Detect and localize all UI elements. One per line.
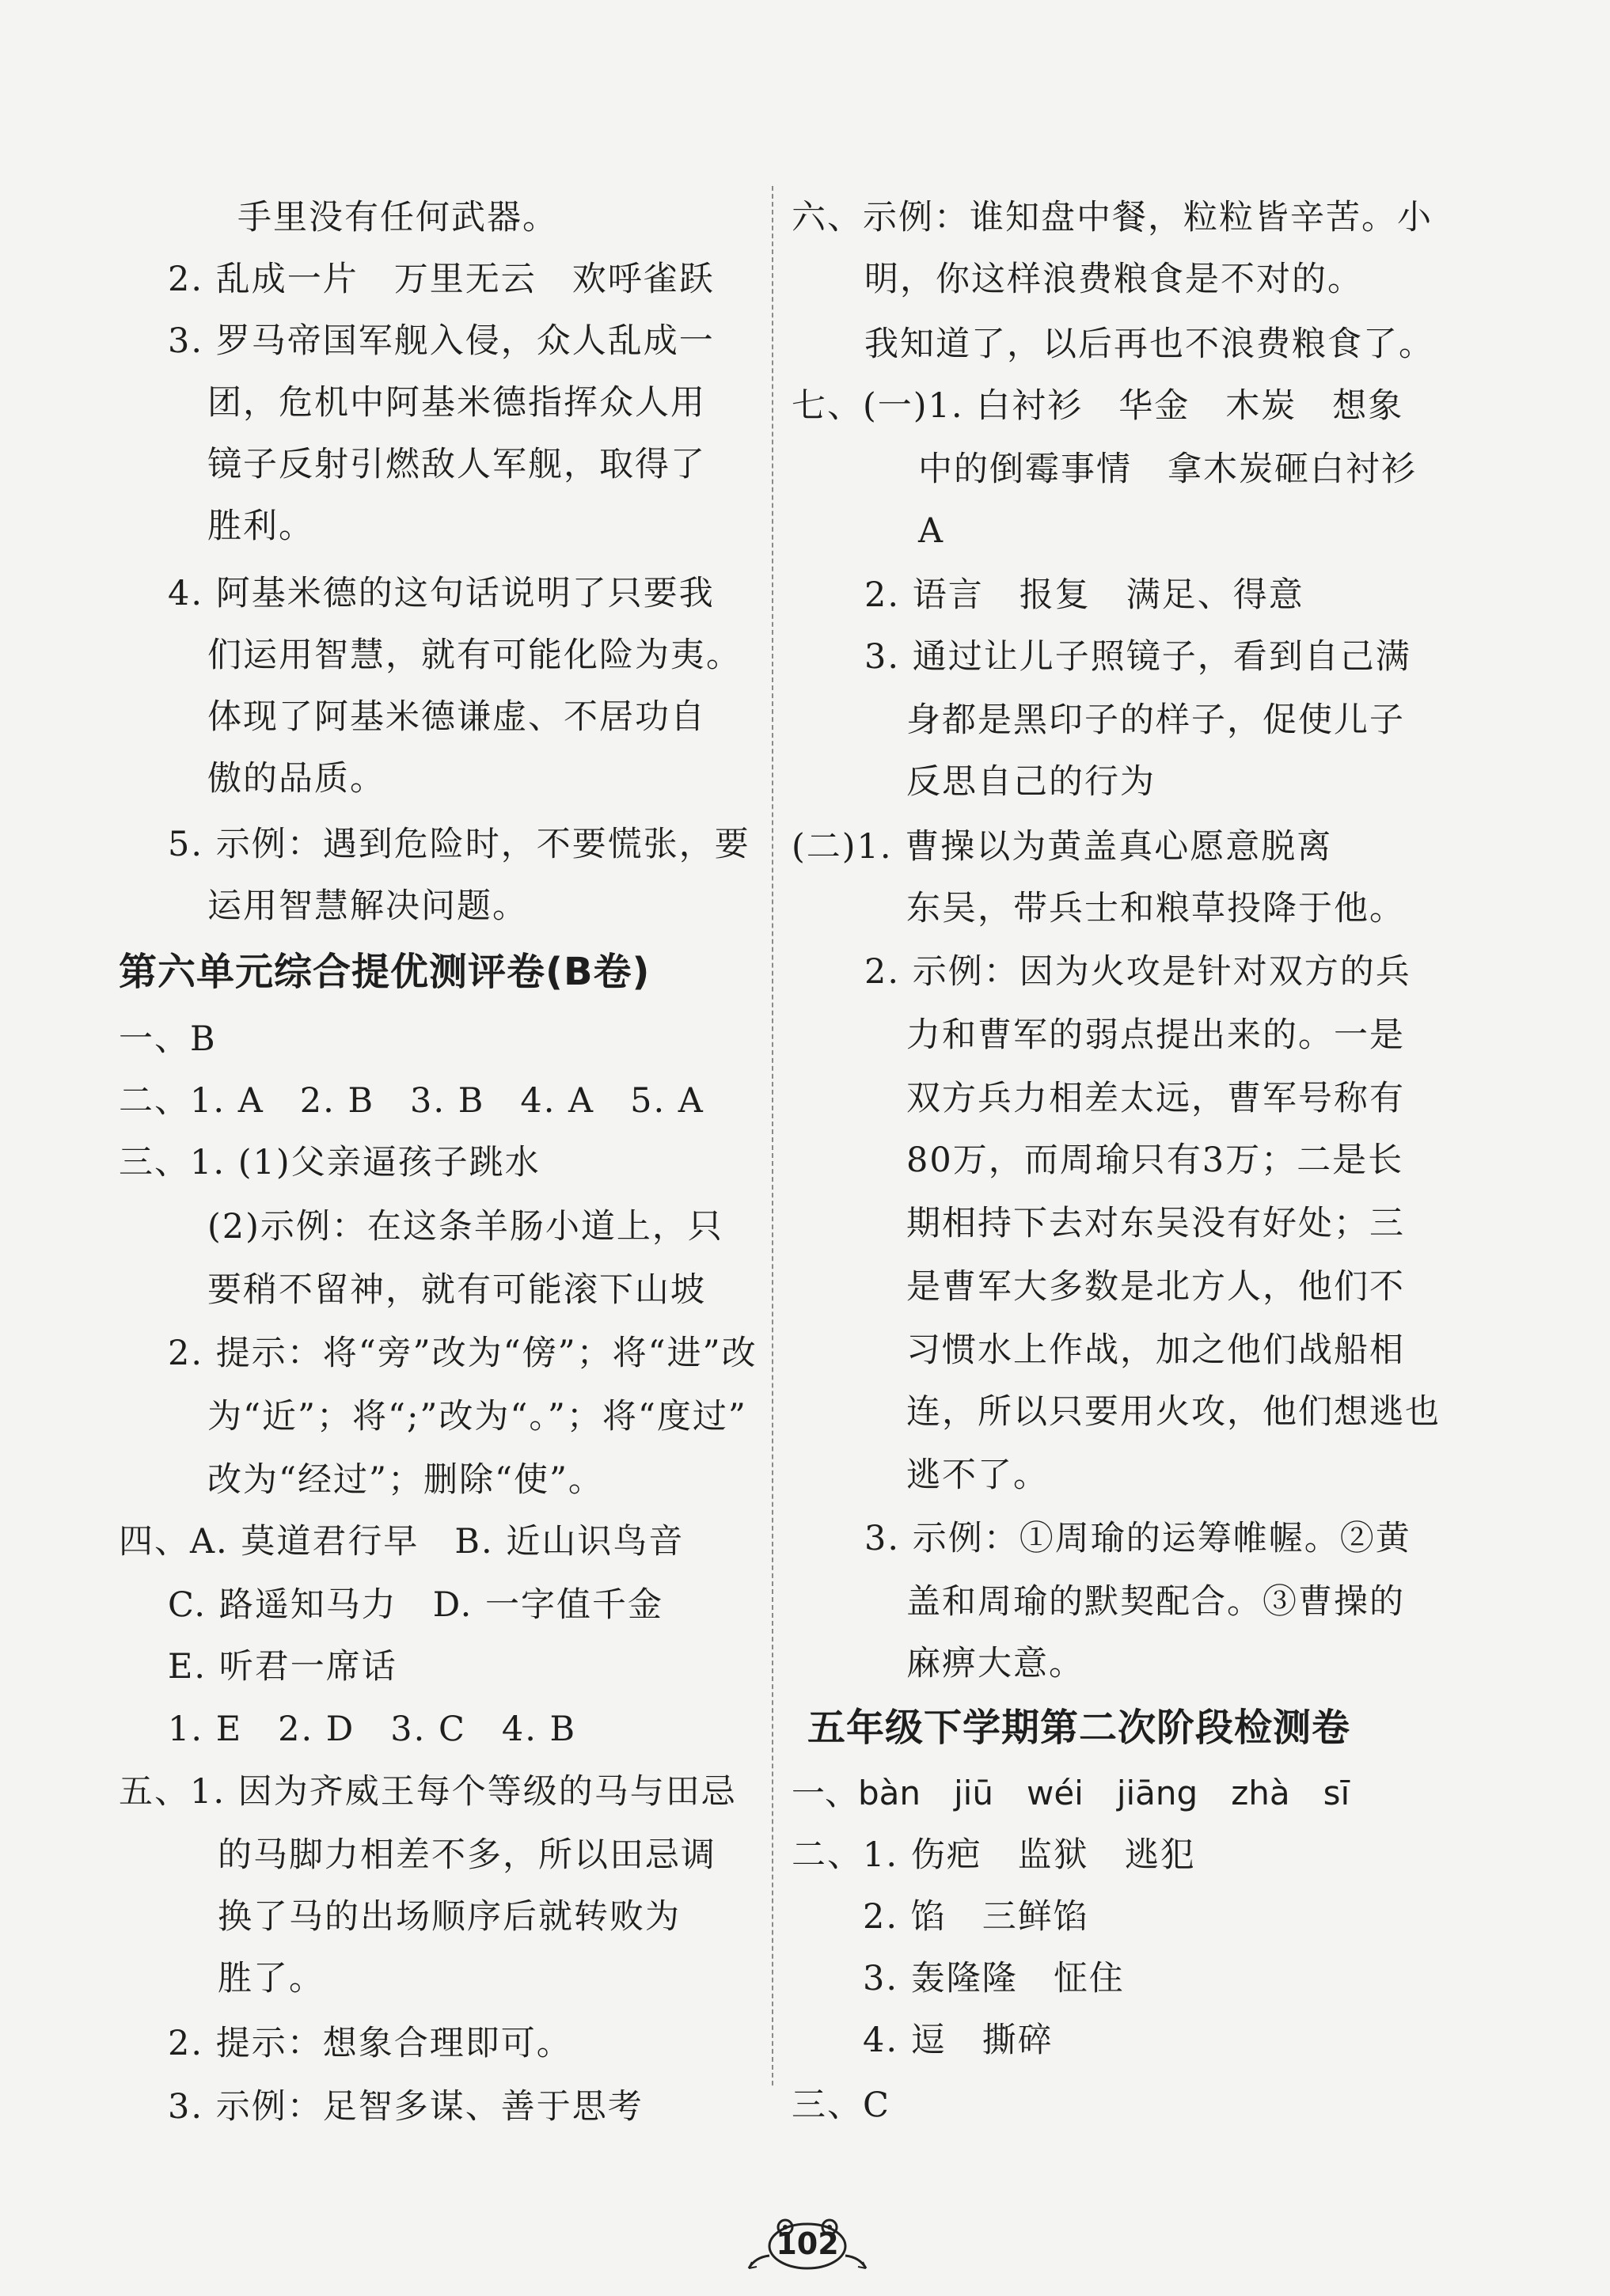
- answer-line: 2. 乱成一片 万里无云 欢呼雀跃: [168, 260, 715, 299]
- answer-line: 期相持下去对东吴没有好处；三: [906, 1204, 1405, 1243]
- answer-line: 傲的品质。: [207, 759, 385, 799]
- answer-line: 二、1. A 2. B 3. B 4. A 5. A: [119, 1081, 704, 1121]
- page-number-badge: [744, 2216, 871, 2271]
- answer-line: 五、1. 因为齐威王每个等级的马与田忌: [119, 1772, 737, 1812]
- answer-line: C. 路遥知马力 D. 一字值千金: [168, 1585, 663, 1625]
- answer-line: (2)示例：在这条羊肠小道上，只: [207, 1207, 723, 1247]
- answer-line: 反思自己的行为: [906, 762, 1156, 802]
- answer-line: 东吴，带兵士和粮草投降于他。: [906, 889, 1405, 928]
- answer-line: 三、C: [792, 2085, 890, 2125]
- answer-line: 3. 轰隆隆 怔住: [863, 1959, 1125, 1998]
- answer-line: 体现了阿基米德谦虚、不居功自: [207, 697, 706, 737]
- answer-line: 力和曹军的弱点提出来的。一是: [906, 1015, 1405, 1055]
- answer-line: 2. 语言 报复 满足、得意: [864, 575, 1304, 615]
- answer-line: 为“近”；将“;”改为“。”；将“度过”: [207, 1397, 747, 1436]
- answer-line: 胜利。: [207, 507, 314, 546]
- answer-line: 连，所以只要用火攻，他们想逃也: [906, 1392, 1441, 1432]
- answer-line: 二、1. 伤疤 监狱 逃犯: [792, 1835, 1196, 1875]
- answer-line: 一、B: [119, 1019, 217, 1059]
- answer-line: 我知道了，以后再也不浪费粮食了。: [864, 324, 1434, 364]
- answer-line: 中的倒霉事情 拿木炭砸白衬衫: [918, 450, 1417, 489]
- answer-line: 镜子反射引燃敌人军舰，取得了: [207, 445, 706, 484]
- answer-line: 麻痹大意。: [906, 1644, 1084, 1683]
- answer-line: 1. E 2. D 3. C 4. B: [168, 1710, 577, 1749]
- answer-line: 2. 提示：将“旁”改为“傍”；将“进”改: [168, 1334, 758, 1373]
- answer-line: 四、A. 莫道君行早 B. 近山识鸟音: [119, 1522, 685, 1562]
- answer-line: 3. 示例：①周瑜的运筹帷幄。②黄: [864, 1519, 1411, 1558]
- answer-line: 三、1. (1)父亲逼孩子跳水: [119, 1143, 541, 1182]
- answer-line: 5. 示例：遇到危险时，不要慌张，要: [168, 825, 750, 864]
- section-heading: 第六单元综合提优测评卷(B卷): [119, 950, 651, 994]
- answer-line: 的马脚力相差不多，所以田忌调: [218, 1835, 716, 1875]
- answer-line: 胜了。: [218, 1959, 325, 1998]
- answer-line: 80万，而周瑜只有3万；二是长: [906, 1140, 1404, 1180]
- answer-line: 要稍不留神，就有可能滚下山坡: [207, 1270, 706, 1310]
- answer-line: 3. 罗马帝国军舰入侵，众人乱成一: [168, 321, 715, 361]
- answer-line: 双方兵力相差太远，曹军号称有: [906, 1079, 1405, 1118]
- answer-line: 3. 通过让儿子照镜子，看到自己满: [864, 637, 1411, 677]
- answer-line: 4. 阿基米德的这句话说明了只要我: [168, 574, 715, 613]
- answer-line: 换了马的出场顺序后就转败为: [218, 1897, 681, 1937]
- answer-line: A: [918, 511, 945, 551]
- answer-line: 手里没有任何武器。: [237, 198, 558, 237]
- answer-line: 改为“经过”；删除“使”。: [207, 1460, 604, 1500]
- answer-line: 3. 示例：足智多谋、善于思考: [168, 2087, 644, 2127]
- answer-line: 2. 示例：因为火攻是针对双方的兵: [864, 952, 1411, 992]
- answer-line: 2. 提示：想象合理即可。: [168, 2024, 572, 2063]
- answer-line: 是曹军大多数是北方人，他们不: [906, 1267, 1405, 1307]
- answer-line: 七、(一)1. 白衬衫 华金 木炭 想象: [792, 386, 1404, 426]
- answer-line: 2. 馅 三鲜馅: [863, 1897, 1089, 1937]
- answer-line: 逃不了。: [906, 1455, 1049, 1495]
- answer-line: 4. 逗 撕碎: [863, 2021, 1054, 2060]
- answer-line: 习惯水上作战，加之他们战船相: [906, 1330, 1405, 1370]
- answer-line: 们运用智慧，就有可能化险为夷。: [207, 636, 742, 675]
- answer-line: 盖和周瑜的默契配合。③曹操的: [906, 1582, 1405, 1622]
- answer-line: E. 听君一席话: [168, 1647, 397, 1687]
- page-number: 102: [776, 2226, 839, 2261]
- answer-line: (二)1. 曹操以为黄盖真心愿意脱离: [792, 827, 1333, 867]
- answer-line: 六、示例：谁知盘中餐，粒粒皆辛苦。小: [792, 198, 1433, 237]
- column-divider: [772, 186, 773, 2085]
- section-heading: 五年级下学期第二次阶段检测卷: [807, 1706, 1351, 1750]
- answer-line: 身都是黑印子的样子，促使儿子: [906, 700, 1405, 740]
- answer-line: 团，危机中阿基米德指挥众人用: [207, 383, 706, 423]
- answer-line: 明，你这样浪费粮食是不对的。: [864, 260, 1363, 299]
- pinyin-answer-line: 一、bàn jiū wéi jiāng zhà sī: [792, 1774, 1350, 1812]
- answer-line: 运用智慧解决问题。: [207, 886, 528, 926]
